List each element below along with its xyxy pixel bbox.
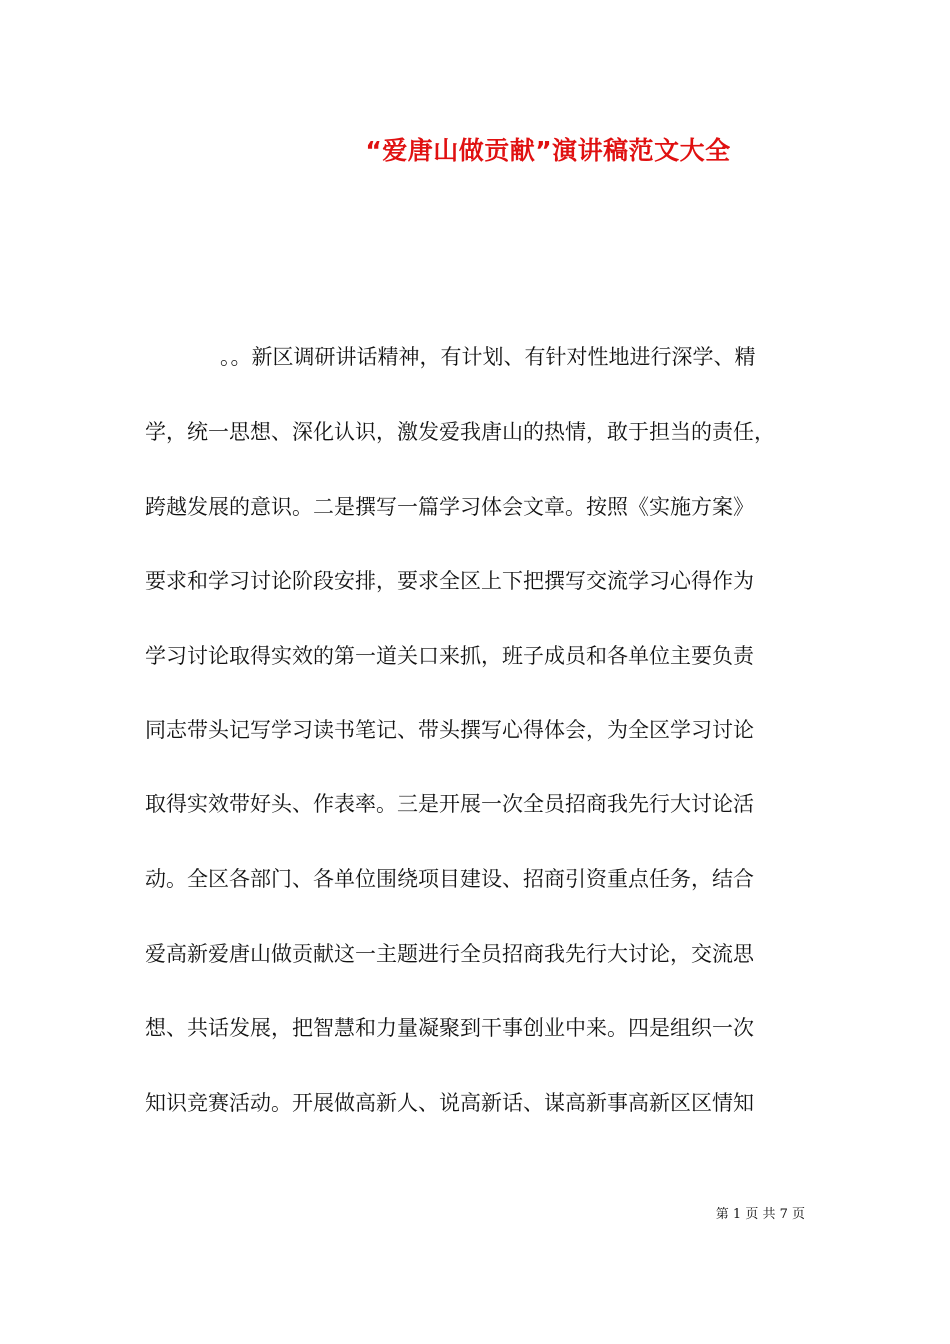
body-line-6: 同志带头记写学习读书笔记、带头撰写心得体会，为全区学习讨论 (145, 718, 754, 742)
body-line-2: 学，统一思想、深化认识，激发爱我唐山的热情，敢于担当的责任， (145, 420, 775, 444)
body-line-10: 想、共话发展，把智慧和力量凝聚到干事创业中来。四是组织一次 (145, 1016, 754, 1040)
body-line-5: 学习讨论取得实效的第一道关口来抓，班子成员和各单位主要负责 (145, 644, 754, 668)
body-line-1: 。。新区调研讲话精神，有计划、有针对性地进行深学、精 (220, 345, 756, 369)
body-line-3: 跨越发展的意识。二是撰写一篇学习体会文章。按照《实施方案》 (145, 495, 754, 519)
body-line-9: 爱高新爱唐山做贡献这一主题进行全员招商我先行大讨论，交流思 (145, 942, 754, 966)
body-line-8: 动。全区各部门、各单位围绕项目建设、招商引资重点任务，结合 (145, 867, 754, 891)
body-line-4: 要求和学习讨论阶段安排，要求全区上下把撰写交流学习心得作为 (145, 569, 754, 593)
page-number-footer: 第 1 页 共 7 页 (715, 1207, 805, 1222)
document-title (0, 131, 950, 171)
document-title-text: “爱唐山做贡献”演讲稿范文大全 (365, 136, 731, 165)
body-line-11: 知识竞赛活动。开展做高新人、说高新话、谋高新事高新区区情知 (145, 1091, 754, 1115)
body-line-7: 取得实效带好头、作表率。三是开展一次全员招商我先行大讨论活 (145, 792, 754, 816)
